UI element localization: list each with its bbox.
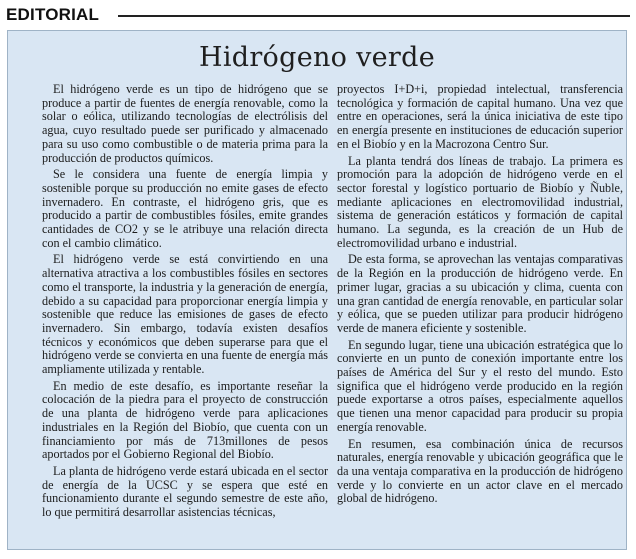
- article-headline: Hidrógeno verde: [198, 42, 436, 73]
- paragraph: El hidrógeno verde es un tipo de hidrógeno que se produce a partir de fuentes de energía renovable, como la solar o eólica, utilizando tecnologías de electrólisis del agua, cuyo resultado puede ser purificado y almacenado para su uso como combustible o de materia prima para la producción de productos químicos.: [42, 83, 328, 165]
- paragraph: En resumen, esa combinación única de recursos naturales, energía renovable y ubicación geográfica que le da una ventaja comparativa en la producción de hidrógeno verde y lo convierte en un actor clave en el mercado global de hidrógeno.: [337, 436, 623, 506]
- paragraph: El hidrógeno verde se está convirtiendo en una alternativa atractiva a los combustibles fósiles en sectores como el transporte, la industria y la generación de energía, debido a su capacidad para proporcionar energía limpia y sostenible que reduce las emisiones de gases de efecto invernadero. Sin embargo, todavía existen desafíos técnicos y económicos que deben superarse para que el hidrógeno verde se convierta en una fuente de energía más ampliamente utilizada y rentable.: [42, 252, 328, 377]
- section-rule: [118, 15, 630, 17]
- paragraph: De esta forma, se aprovechan las ventajas comparativas de la Región en la producción de hidrógeno verde. En primer lugar, gracias a su ubicación y clima, cuenta con una gran cantidad de energía renovable, en particular solar y eólica, que se pueden utilizar para producir hidrógeno verde de manera eficiente y sostenible.: [337, 252, 623, 335]
- right-column: [337, 83, 623, 543]
- paragraph: En segundo lugar, tiene una ubicación estratégica que lo convierte en un punto de conexión importante entre los países de América del Sur y el resto del mundo. Esto significa que el hidrógeno verde producido en la región puede exportarse a otros países, especialmente aquellos que tienen una menor capacidad para producir su propia energía renovable.: [337, 337, 623, 434]
- editorial-panel: [7, 30, 627, 550]
- section-header: [6, 4, 630, 26]
- paragraph: La planta tendrá dos líneas de trabajo. La primera es promoción para la adopción de hidrógeno verde en el sector forestal y logístico portuario de Biobío y Ñuble, mediante aplicaciones en electromovilidad industrial, sistema de generación estáticos y formación de capital humano. La segunda, es la creación de un Hub de electromovilidad urbano e industrial.: [337, 153, 623, 250]
- left-column: [42, 83, 328, 543]
- paragraph: La planta de hidrógeno verde estará ubicada en el sector de energía de la UCSC y se espera que esté en funcionamiento durante el segundo semestre de este año, lo que permitirá desarrollar asistencias técnicas,: [42, 463, 328, 520]
- section-label: EDITORIAL: [6, 5, 100, 24]
- paragraph: Se le considera una fuente de energía limpia y sostenible porque su producción no emite gases de efecto invernadero. En contraste, el hidrógeno gris, que es producido a partir de combustibles fósiles, emite grandes cantidades de CO2 y se le atribuye una relación directa con el cambio climático.: [42, 167, 328, 250]
- paragraph: En medio de este desafío, es importante reseñar la colocación de la piedra para el proyecto de construcción de una planta de hidrógeno verde para aplicaciones industriales en la Región del Biobío, que cuenta con un financiamiento por más de 713millones de pesos aportados por el Gobierno Regional del Biobío.: [42, 378, 328, 462]
- paragraph-continuation: proyectos I+D+i, propiedad intelectual, transferencia tecnológica y formación de capital humano. Una vez que entre en operaciones, será la única iniciativa de este tipo en energía presente en instituciones de educación superior en el Biobío y en la Macrozona Centro Sur.: [337, 83, 623, 151]
